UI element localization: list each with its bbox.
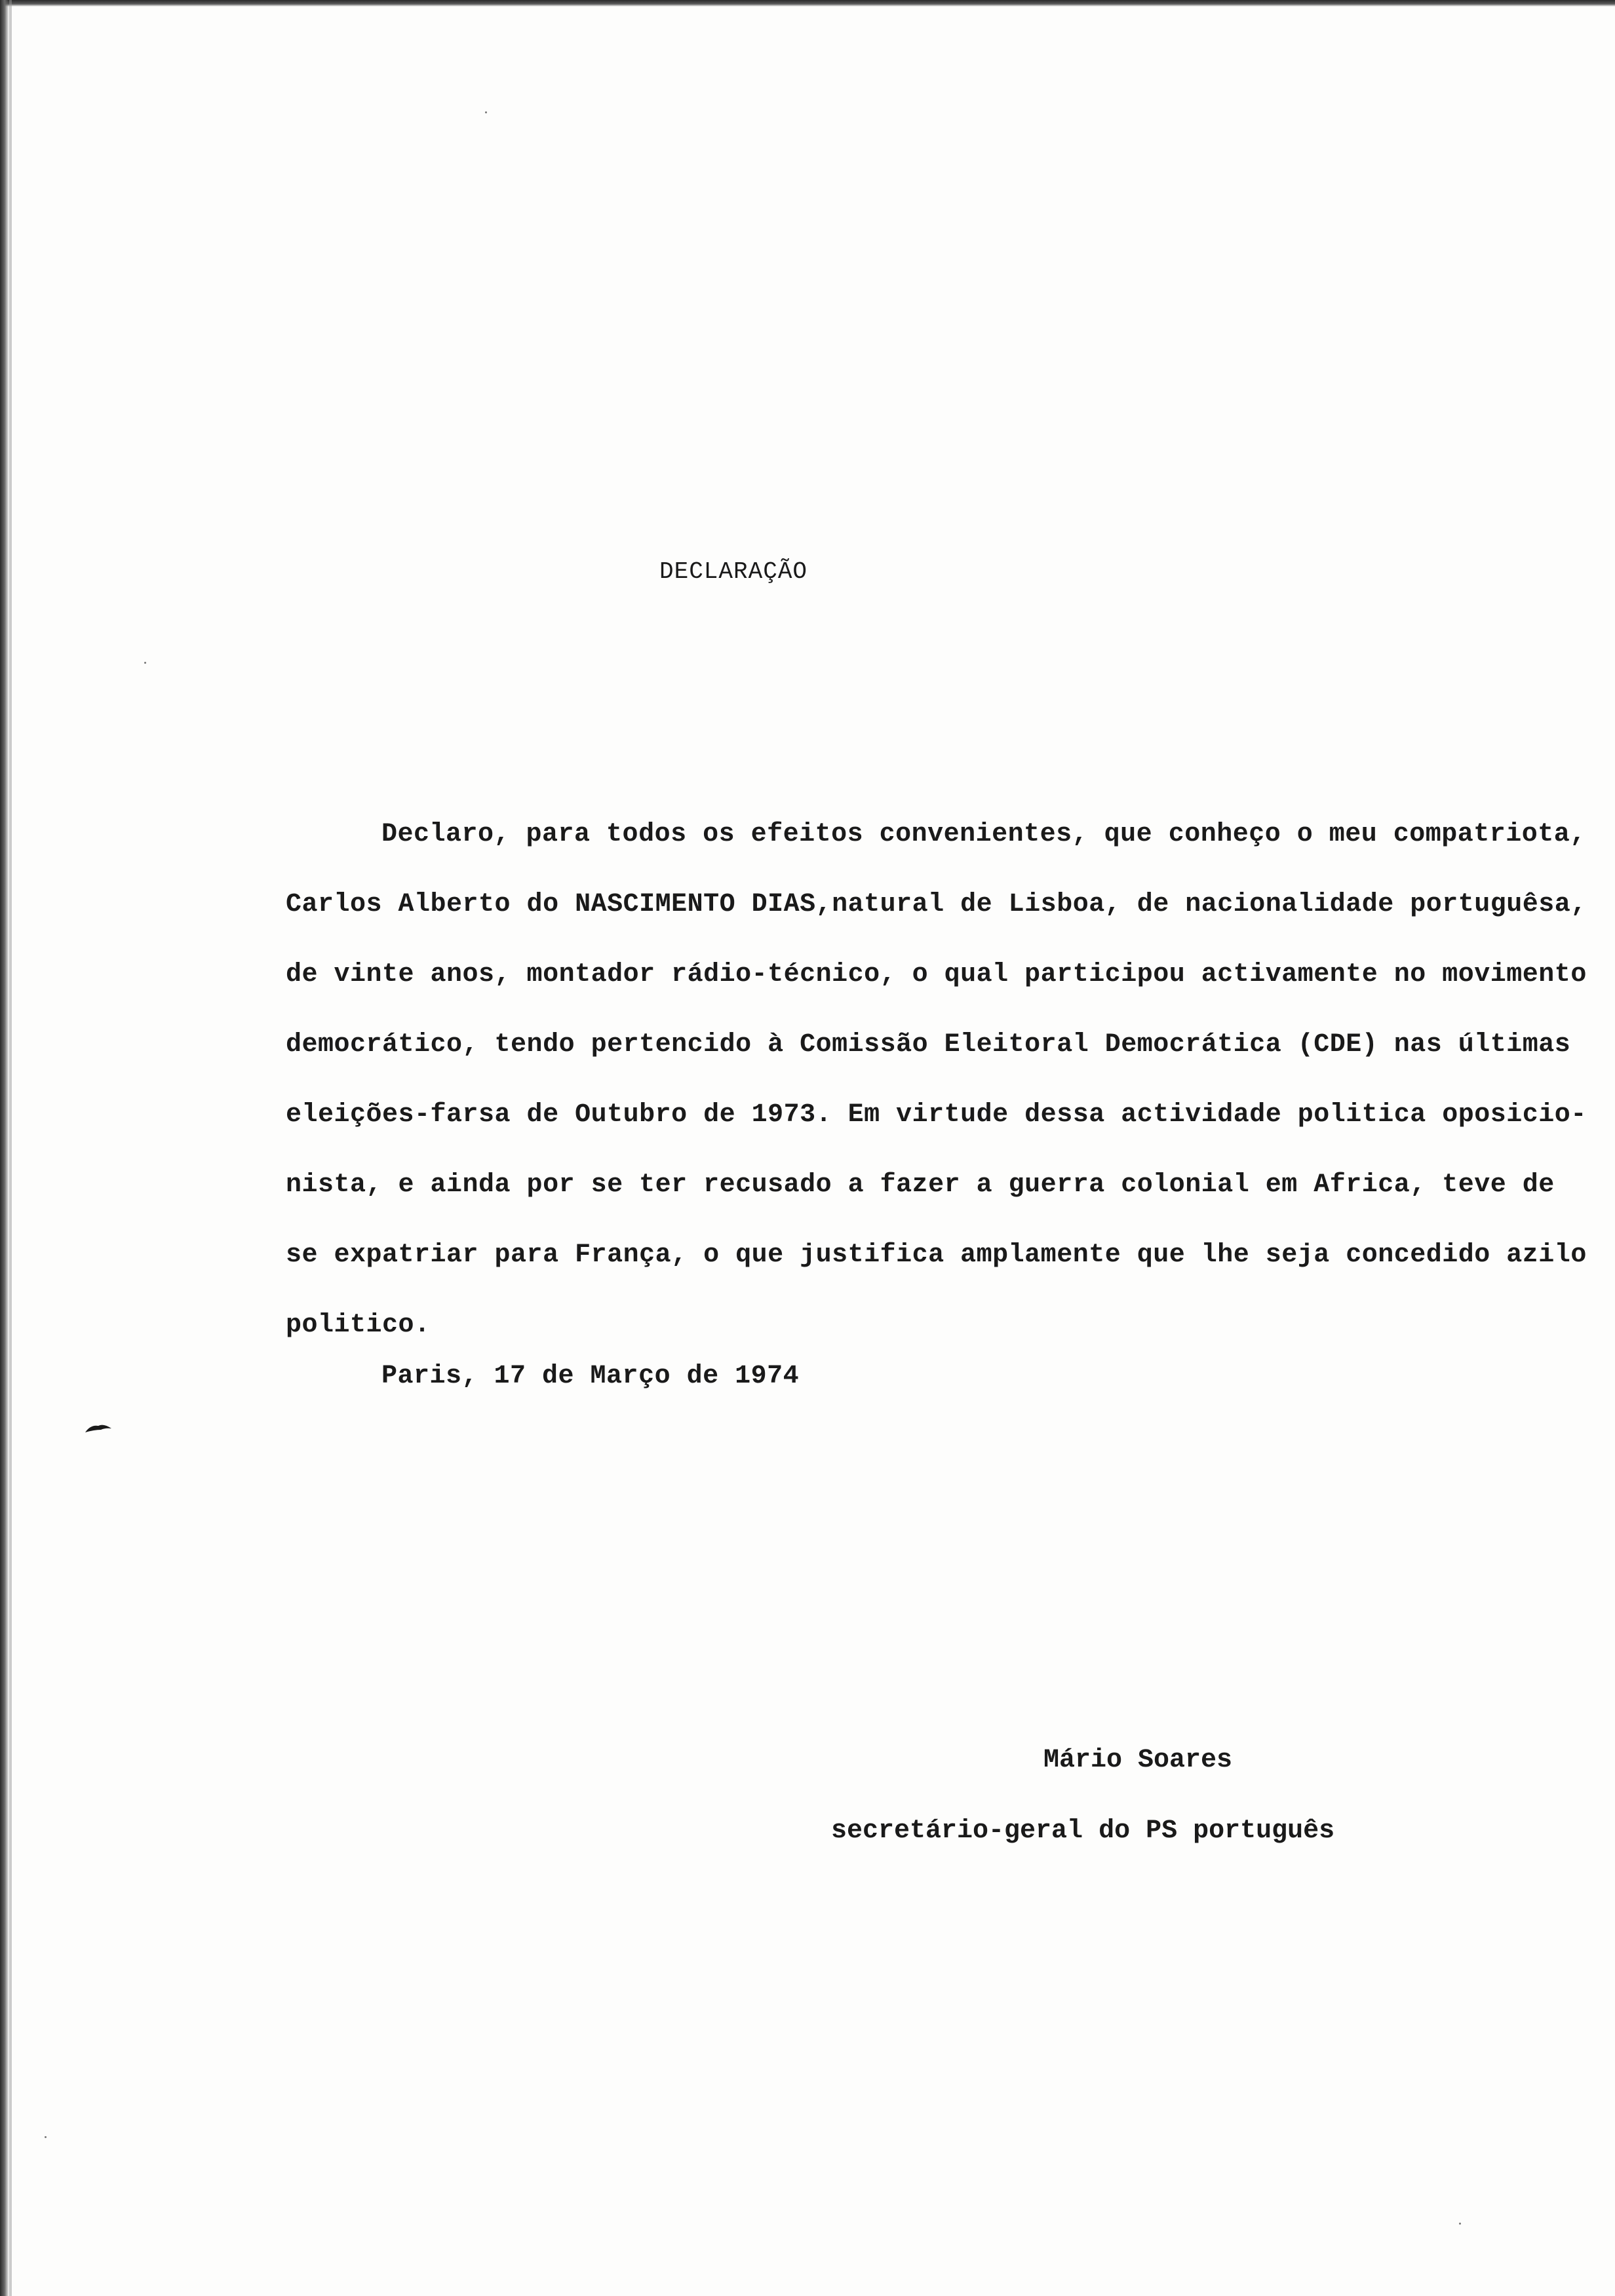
body-line: politico. (286, 1311, 431, 1340)
bird-shaped-mark-icon (84, 1422, 113, 1435)
body-line: se expatriar para França, o que justifica amplamente que lhe seja concedido azilo (286, 1240, 1587, 1270)
body-line: Carlos Alberto do NASCIMENTO DIAS,natural de Lisboa, de nacionalidade portuguêsa, (286, 890, 1587, 919)
scan-speck (1459, 2223, 1461, 2225)
scan-edge-top (0, 0, 1615, 7)
body-line: Declaro, para todos os efeitos convenientes, que conheço o meu compatriota, (381, 820, 1586, 849)
document-title: DECLARAÇÃO (659, 558, 808, 585)
declaration-body (286, 799, 1587, 1360)
scan-edge-left-inner (9, 0, 12, 2296)
scan-edge-left (0, 0, 9, 2296)
body-line: de vinte anos, montador rádio-técnico, o qual participou activamente no movimento (286, 960, 1587, 989)
signatory-role: secretário-geral do PS português (831, 1816, 1335, 1846)
scan-speck (45, 2136, 47, 2138)
body-line: democrático, tendo pertencido à Comissão Eleitoral Democrática (CDE) nas últimas (286, 1030, 1571, 1060)
body-line: eleições-farsa de Outubro de 1973. Em virtude dessa actividade politica oposicio- (286, 1100, 1587, 1130)
place-and-date: Paris, 17 de Março de 1974 (381, 1362, 800, 1391)
scan-speck (485, 111, 487, 113)
signatory-name: Mário Soares (1043, 1746, 1233, 1775)
scan-speck (144, 662, 146, 664)
body-line: nista, e ainda por se ter recusado a fazer a guerra colonial em Africa, teve de (286, 1170, 1555, 1200)
